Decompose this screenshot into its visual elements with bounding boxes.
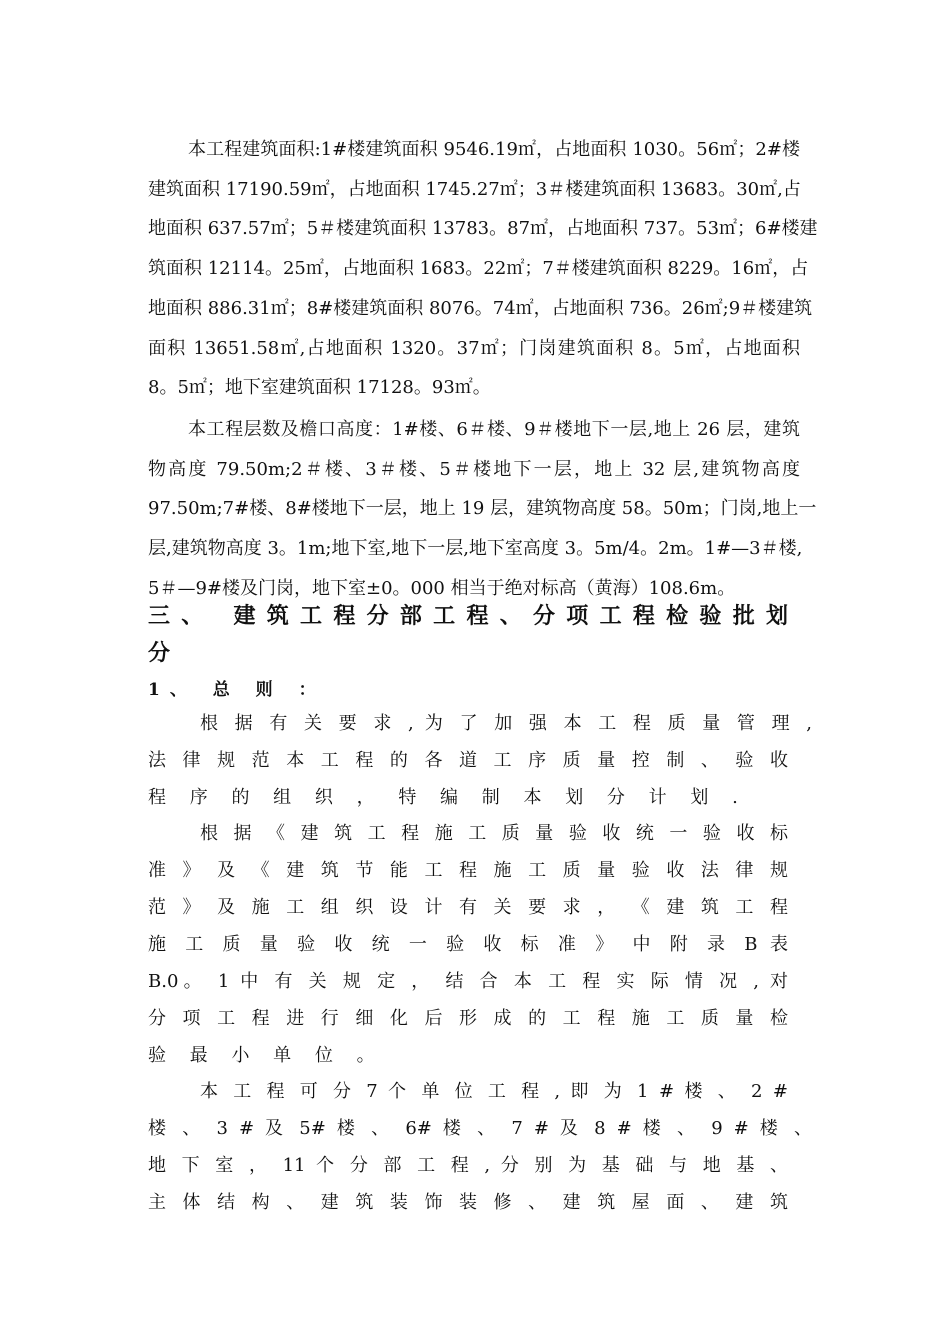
para2-line-2: 准 》 及 《 建 筑 节 能 工 程 施 工 质 量 验 收 法 律 规 (148, 860, 788, 881)
para2-line-5: B.0。 1 中 有 关 规 定 ， 结 合 本 工 程 实 际 情 况 , 对 (148, 971, 788, 992)
section-heading-line-2: 分 (148, 640, 171, 666)
para3-line-2: 楼 、 3 # 及 5# 楼 、 6# 楼 、 7 # 及 8 # 楼 、 9 # 楼 、 (148, 1118, 812, 1139)
overview-line-1: 本工程建筑面积:1#楼建筑面积 9546.19㎡，占地面积 1030。56㎡；2#楼 (188, 139, 800, 160)
floors-line-4: 层,建筑物高度 3。1m;地下室,地下一层,地下室高度 3。5m/4。2m。1#—3＃楼, (148, 538, 803, 559)
overview-line-4: 筑面积 12114。25㎡，占地面积 1683。22㎡；7＃楼建筑面积 8229。16㎡，占 (148, 258, 809, 279)
para3-line-3: 地 下 室 ， 11 个 分 部 工 程 , 分 别 为 基 础 与 地 基 、 (148, 1155, 788, 1176)
section-heading-line-1: 三、 建筑工程分部工程、分项工程检验批划 (148, 603, 788, 629)
general-heading: 1、 总 则 ： (148, 680, 326, 700)
para1-line-3: 程 序 的 组 织 ， 特 编 制 本 划 分 计 划 . (148, 787, 747, 808)
para2-line-3: 范 》 及 施 工 组 织 设 计 有 关 要 求 ， 《 建 筑 工 程 (148, 897, 788, 918)
para3-line-4: 主 体 结 构 、 建 筑 装 饰 装 修 、 建 筑 屋 面 、 建 筑 (148, 1192, 788, 1213)
overview-line-6: 面积 13651.58㎡,占地面积 1320。37㎡；门岗建筑面积 8。5㎡，占地面积 (148, 338, 800, 359)
overview-line-2: 建筑面积 17190.59㎡，占地面积 1745.27㎡；3＃楼建筑面积 13683。30㎡,占 (148, 179, 801, 200)
para2-line-7: 验 最 小 单 位 。 (148, 1045, 384, 1066)
floors-line-3: 97.50m;7#楼、8#楼地下一层，地上 19 层，建筑物高度 58。50m；门岗,地上一 (148, 498, 817, 519)
para3-line-1: 本 工 程 可 分 7 个 单 位 工 程 , 即 为 1 # 楼 、 2 # (200, 1081, 788, 1102)
overview-line-3: 地面积 637.57㎡；5＃楼建筑面积 13783。87㎡，占地面积 737。53㎡；6#楼建 (148, 218, 818, 239)
para2-line-4: 施 工 质 量 验 收 统 一 验 收 标 准 》 中 附 录 B 表 (148, 934, 788, 955)
overview-line-5: 地面积 886.31㎡；8#楼建筑面积 8076。74㎡，占地面积 736。26㎡;9＃楼建筑 (148, 298, 813, 319)
para1-line-1: 根 据 有 关 要 求 , 为 了 加 强 本 工 程 质 量 管 理 , (200, 713, 812, 734)
para2-line-1: 根 据 《 建 筑 工 程 施 工 质 量 验 收 统 一 验 收 标 (200, 823, 788, 844)
floors-line-1: 本工程层数及檐口高度：1#楼、6＃楼、9＃楼地下一层,地上 26 层，建筑 (188, 419, 800, 440)
floors-line-5: 5＃—9#楼及门岗，地下室±0。000 相当于绝对标高（黄海）108.6m。 (148, 578, 736, 599)
floors-line-2: 物高度 79.50m;2＃楼、3＃楼、5＃楼地下一层，地上 32 层,建筑物高度 (148, 459, 800, 480)
para1-line-2: 法 律 规 范 本 工 程 的 各 道 工 序 质 量 控 制 、 验 收 (148, 750, 788, 771)
overview-line-7: 8。5㎡；地下室建筑面积 17128。93㎡。 (148, 377, 491, 398)
para2-line-6: 分 项 工 程 进 行 细 化 后 形 成 的 工 程 施 工 质 量 检 (148, 1008, 788, 1029)
